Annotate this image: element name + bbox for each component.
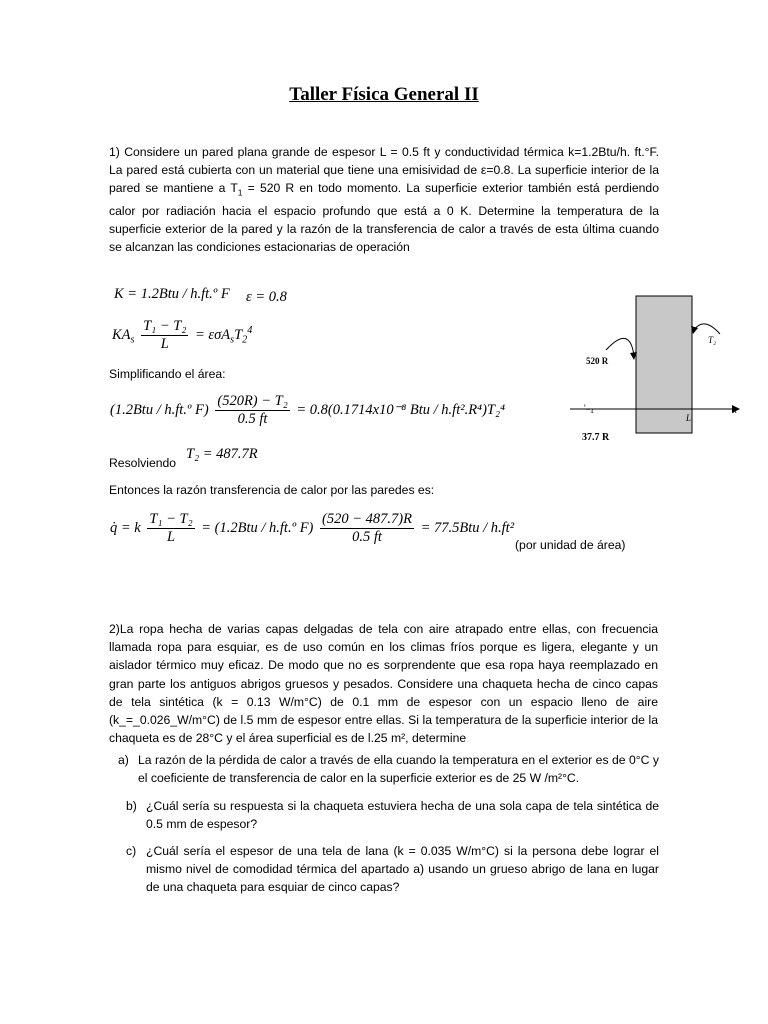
wall-rectangle: [636, 296, 692, 433]
heat-numerator-1: T₁ − T₂: [149, 511, 193, 527]
simplified-lhs: (1.2Btu / h.ft.º F): [110, 401, 209, 418]
problem-1-statement: [109, 143, 659, 257]
simplify-label: Simplificando el área:: [109, 367, 226, 381]
heat-fraction-1: [147, 511, 194, 546]
balance-rhs: = εσA: [194, 326, 231, 343]
problem-2-item-b: [126, 797, 659, 833]
page-title: Taller Física General II: [289, 84, 479, 105]
problem-2-statement: 2)La ropa hecha de varias capas delgadas de tela con aire atrapado entre ellas, con frecuencia llamada ropa para esquiar, es de uso común en los climas fríos porque es ligera, elegante y un aislador térmico muy eficaz. De modo que no es sorprendente que esa ropa haya reemplazado en gran parte los antiguos abrigos gruesos y pesados. Considere una chaqueta hecha de cinco capas de tela sintética (k = 0.13 W/m°C) de 0.1 mm de espesor con un espacio lleno de aire (k_=_0.026_W/m°C) de l.5 mm de espesor entre ellas. Si la temperatura de la superficie interior de la chaqueta es de 28°C y el área superficial es de l.25 m², determine: [109, 622, 658, 746]
item-a-marker: a): [118, 753, 129, 767]
equation-simplified: [110, 393, 505, 428]
arrow-520-curve: [606, 338, 634, 356]
problem-2-item-a: [118, 751, 659, 787]
item-c-text: ¿Cuál sería el espesor de una tela de lana (k = 0.035 W/m°C) si la persona debe lograr el mismo nivel de comodidad térmica del apartado a) usando un grueso abrigo de lana en lugar de una chaqueta para esquiar de cinco capas?: [146, 844, 659, 895]
equation-balance: [112, 318, 252, 353]
equation-k: K = 1.2Btu / h.ft.º F: [114, 286, 230, 302]
balance-numerator: T₁ − T₂: [143, 318, 187, 334]
balance-lhs-sub: s: [130, 334, 135, 346]
item-a-text: La razón de la pérdida de calor a través de ella cuando la temperatura en el exterior es de 0°C y el coeficiente de transferencia de calor en la superficie exterior es de 25 W /m²°C.: [138, 753, 659, 786]
equation-solution: T₂ = 487.7R: [186, 446, 258, 462]
heat-lhs: q̇ = k: [110, 519, 141, 536]
arrow-T2-curve: [694, 324, 720, 334]
solve-label: Resolviendo: [109, 456, 177, 470]
balance-rhs-sub: s: [230, 334, 235, 346]
problem-2-item-c: [126, 842, 659, 897]
balance-rhs-T: T: [234, 326, 243, 343]
heat-mid: = (1.2Btu / h.ft.º F): [201, 519, 314, 536]
problem-1-text-b: = 520 R en todo momento. La superficie exterior también está perdiendo calor por radiación hacia el espacio profundo que está a 0 K. Determine la temperatura de la superficie exterior de la pared y la razón de la transferencia de calor a través de esta última cuando se alcanzan las condiciones estacionarias de operación: [109, 181, 659, 255]
equation-epsilon: ε = 0.8: [246, 289, 287, 305]
item-c-marker: c): [126, 844, 137, 858]
per-area-label: (por unidad de área): [515, 538, 626, 552]
equation-heat-rate: [110, 511, 514, 546]
label-377r: 37.7 R: [582, 432, 610, 443]
heat-label: Entonces la razón transferencia de calor por las paredes es:: [109, 483, 435, 497]
label-520r: 520 R: [586, 356, 609, 366]
item-b-marker: b): [126, 799, 137, 813]
problem-1-t1-sub: 1: [237, 187, 243, 198]
problem-1-text-a: 1) Considere un pared plana grande de espesor L = 0.5 ft y conductividad térmica k=1.2Btu/h. ft.°F. La pared está cubierta con un material que tiene una emisividad de ε=0.8. La superficie interior de la pared se mantiene a T: [109, 145, 659, 196]
simplified-numerator: (520R) − T₂: [217, 393, 288, 409]
heat-rhs: = 77.5Btu / h.ft²: [420, 519, 515, 536]
balance-denominator: L: [160, 336, 169, 352]
balance-lhs: KA: [112, 326, 131, 343]
balance-rhs-T-sub: 2: [242, 334, 248, 346]
balance-fraction: [141, 318, 188, 353]
item-b-text: ¿Cuál sería su respuesta si la chaqueta estuviera hecha de una sola capa de tela sintética de 0.5 mm de espesor?: [146, 799, 659, 832]
balance-rhs-T-sup: 4: [247, 325, 253, 336]
heat-fraction-2: [320, 511, 414, 546]
label-L: L: [686, 413, 692, 423]
simplified-rhs: = 0.8(0.1714x10⁻⁸ Btu / h.ft².R⁴)T₂⁴: [296, 401, 506, 418]
simplified-fraction: [215, 393, 289, 428]
heat-denominator-1: L: [166, 529, 176, 545]
label-t4: '₋₄: [584, 403, 594, 413]
label-t2: T₂: [708, 335, 717, 345]
label-x: x: [733, 405, 737, 415]
heat-numerator-2: (520 − 487.7)R: [322, 511, 412, 527]
simplified-denominator: 0.5 ft: [237, 411, 268, 427]
heat-denominator-2: 0.5 ft: [352, 529, 382, 545]
